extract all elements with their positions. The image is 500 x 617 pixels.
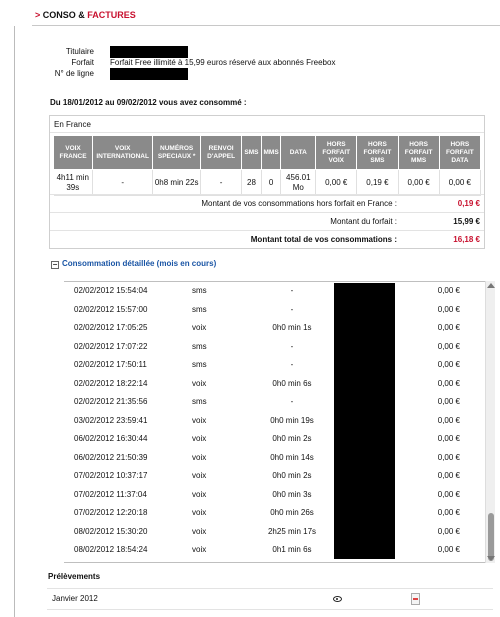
detail-row bbox=[64, 504, 484, 523]
line-number-label: N° de ligne bbox=[54, 69, 94, 78]
row-amount: 0,00 € bbox=[437, 526, 460, 536]
page-header bbox=[0, 0, 500, 26]
row-amount: 0,00 € bbox=[437, 378, 460, 388]
title-prefix: > bbox=[35, 10, 43, 20]
row-duration: 2h25 min 17s bbox=[267, 526, 317, 536]
prelevements-heading: Prélèvements bbox=[48, 572, 101, 581]
row-type: sms bbox=[192, 286, 207, 295]
column-header: HORS FORFAIT SMS bbox=[357, 136, 398, 170]
row-duration: 0h0 min 2s bbox=[272, 471, 312, 480]
column-header: NUMÉROS SPECIAUX * bbox=[153, 136, 201, 170]
row-date: 02/02/2012 17:07:22 bbox=[74, 341, 148, 351]
row-amount: 0,00 € bbox=[437, 489, 460, 499]
detail-row bbox=[64, 356, 484, 375]
row-amount: 0,00 € bbox=[437, 434, 460, 443]
row-type: voix bbox=[192, 415, 207, 425]
row-type: voix bbox=[192, 378, 207, 388]
column-header: SMS bbox=[242, 136, 262, 170]
table-cell: 456.01 Mo bbox=[281, 170, 316, 196]
row-amount: 0,00 € bbox=[437, 360, 460, 369]
row-type: voix bbox=[192, 471, 207, 480]
detail-row bbox=[64, 319, 484, 338]
total-label: Montant total de vos consommations : bbox=[250, 235, 397, 244]
row-amount: 0,00 € bbox=[437, 452, 460, 462]
table-cell: 0h8 min 22s bbox=[153, 170, 201, 196]
prelevement-row bbox=[47, 588, 493, 610]
left-divider bbox=[14, 26, 15, 617]
row-duration: - bbox=[290, 341, 294, 351]
pdf-icon[interactable] bbox=[411, 593, 420, 605]
column-header: VOIX INTERNATIONAL bbox=[93, 136, 153, 170]
row-duration: 0h0 min 26s bbox=[270, 508, 314, 517]
detail-row bbox=[64, 523, 484, 542]
detail-heading[interactable]: Consommation détaillée (mois en cours) bbox=[62, 259, 217, 268]
section-title bbox=[35, 10, 136, 20]
detail-row bbox=[64, 449, 484, 468]
total-value: 0,19 € bbox=[457, 199, 480, 208]
plan-value: Forfait Free illimité à 15,99 euros réservé aux abonnés Freebox bbox=[110, 58, 336, 67]
row-date: 03/02/2012 23:59:41 bbox=[74, 415, 148, 425]
row-date: 02/02/2012 21:35:56 bbox=[74, 397, 148, 406]
detail-row bbox=[64, 430, 484, 449]
scrollbar-thumb[interactable] bbox=[488, 513, 494, 561]
row-duration: 0h0 min 19s bbox=[270, 415, 314, 425]
row-type: voix bbox=[192, 323, 207, 332]
scrollbar[interactable] bbox=[485, 281, 495, 563]
detail-row bbox=[64, 282, 484, 301]
row-duration: - bbox=[290, 286, 294, 295]
detail-row bbox=[64, 301, 484, 320]
header-divider bbox=[32, 25, 500, 26]
detail-row bbox=[64, 412, 484, 431]
row-date: 08/02/2012 18:54:24 bbox=[74, 545, 148, 554]
row-type: voix bbox=[192, 489, 207, 499]
row-duration: 0h0 min 1s bbox=[272, 323, 312, 332]
total-label: Montant de vos consommations hors forfait en France : bbox=[201, 199, 397, 208]
row-date: 08/02/2012 15:30:20 bbox=[74, 526, 148, 536]
column-header: HORS FORFAIT MMS bbox=[398, 136, 439, 170]
row-date: 02/02/2012 15:57:00 bbox=[74, 304, 148, 314]
column-header: MMS bbox=[261, 136, 281, 170]
eye-icon[interactable] bbox=[333, 596, 342, 602]
row-amount: 0,00 € bbox=[437, 286, 460, 295]
table-cell: - bbox=[93, 170, 153, 196]
row-date: 06/02/2012 16:30:44 bbox=[74, 434, 148, 443]
detail-row bbox=[64, 375, 484, 394]
scroll-down-icon[interactable] bbox=[487, 556, 495, 561]
row-amount: 0,00 € bbox=[437, 471, 460, 480]
column-header: RENVOI D'APPEL bbox=[201, 136, 242, 170]
column-header: DATA bbox=[281, 136, 316, 170]
row-type: sms bbox=[192, 304, 207, 314]
table-cell: 0,00 € bbox=[316, 170, 357, 196]
row-type: sms bbox=[192, 397, 207, 406]
row-amount: 0,00 € bbox=[437, 397, 460, 406]
table-cell: 28 bbox=[242, 170, 262, 196]
total-row-hors-forfait bbox=[50, 194, 484, 212]
row-date: 07/02/2012 11:37:04 bbox=[74, 489, 147, 499]
row-date: 02/02/2012 18:22:14 bbox=[74, 378, 148, 388]
summary-box bbox=[49, 115, 485, 249]
row-date: 06/02/2012 21:50:39 bbox=[74, 452, 148, 462]
customer-info bbox=[40, 46, 480, 79]
column-header: HORS FORFAIT VOIX bbox=[316, 136, 357, 170]
title-factures: FACTURES bbox=[87, 10, 136, 20]
table-cell: 0,00 € bbox=[398, 170, 439, 196]
detail-list bbox=[64, 281, 494, 563]
total-row-forfait bbox=[50, 212, 484, 230]
row-type: voix bbox=[192, 452, 207, 462]
row-amount: 0,00 € bbox=[437, 304, 460, 314]
total-row-grand bbox=[50, 230, 484, 248]
row-amount: 0,00 € bbox=[437, 508, 460, 517]
prelevement-month: Janvier 2012 bbox=[52, 594, 98, 603]
row-type: voix bbox=[192, 508, 207, 517]
row-amount: 0,00 € bbox=[437, 545, 460, 554]
row-duration: 0h0 min 2s bbox=[272, 434, 312, 443]
row-date: 02/02/2012 17:05:25 bbox=[74, 323, 148, 332]
column-header: HORS FORFAIT DATA bbox=[439, 136, 480, 170]
row-date: 02/02/2012 17:50:11 bbox=[74, 360, 147, 369]
detail-row bbox=[64, 486, 484, 505]
row-duration: - bbox=[290, 304, 294, 314]
row-amount: 0,00 € bbox=[437, 323, 460, 332]
total-value: 16,18 € bbox=[453, 235, 480, 244]
row-type: voix bbox=[192, 434, 207, 443]
row-date: 02/02/2012 15:54:04 bbox=[74, 286, 148, 295]
detail-row bbox=[64, 467, 484, 486]
plan-label: Forfait bbox=[71, 58, 94, 67]
line-number-redacted bbox=[110, 68, 188, 83]
row-duration: 0h0 min 6s bbox=[272, 378, 312, 388]
table-cell: 0,19 € bbox=[357, 170, 398, 196]
region-label: En France bbox=[50, 116, 484, 133]
row-date: 07/02/2012 10:37:17 bbox=[74, 471, 148, 480]
row-type: voix bbox=[192, 526, 207, 536]
period-text: Du 18/01/2012 au 09/02/2012 vous avez consommé : bbox=[50, 98, 247, 107]
total-label: Montant du forfait : bbox=[330, 217, 397, 226]
table-cell: 0,00 € bbox=[439, 170, 480, 196]
row-type: sms bbox=[192, 341, 207, 351]
row-duration: - bbox=[290, 360, 294, 369]
row-type: sms bbox=[192, 360, 207, 369]
table-cell: - bbox=[201, 170, 242, 196]
table-cell: 4h11 min 39s bbox=[54, 170, 93, 196]
total-value: 15,99 € bbox=[453, 217, 480, 226]
detail-row bbox=[64, 338, 484, 357]
row-amount: 0,00 € bbox=[437, 415, 460, 425]
row-duration: 0h1 min 6s bbox=[272, 545, 312, 554]
detail-row bbox=[64, 541, 484, 560]
table-cell: 0 bbox=[261, 170, 281, 196]
row-amount: 0,00 € bbox=[437, 341, 460, 351]
row-date: 07/02/2012 12:20:18 bbox=[74, 508, 148, 517]
row-duration: 0h0 min 14s bbox=[270, 452, 314, 462]
holder-label: Titulaire bbox=[65, 47, 94, 56]
row-duration: 0h0 min 3s bbox=[272, 489, 312, 499]
title-conso: CONSO & bbox=[42, 10, 88, 20]
detail-toggle[interactable] bbox=[51, 259, 216, 269]
scroll-up-icon[interactable] bbox=[487, 283, 495, 288]
column-header: VOIX FRANCE bbox=[54, 136, 93, 170]
detail-row bbox=[64, 393, 484, 412]
consumption-table bbox=[53, 135, 481, 196]
collapse-icon[interactable]: − bbox=[52, 260, 58, 269]
row-type: voix bbox=[192, 545, 207, 554]
row-duration: - bbox=[290, 397, 294, 406]
redacted-column bbox=[334, 283, 395, 559]
